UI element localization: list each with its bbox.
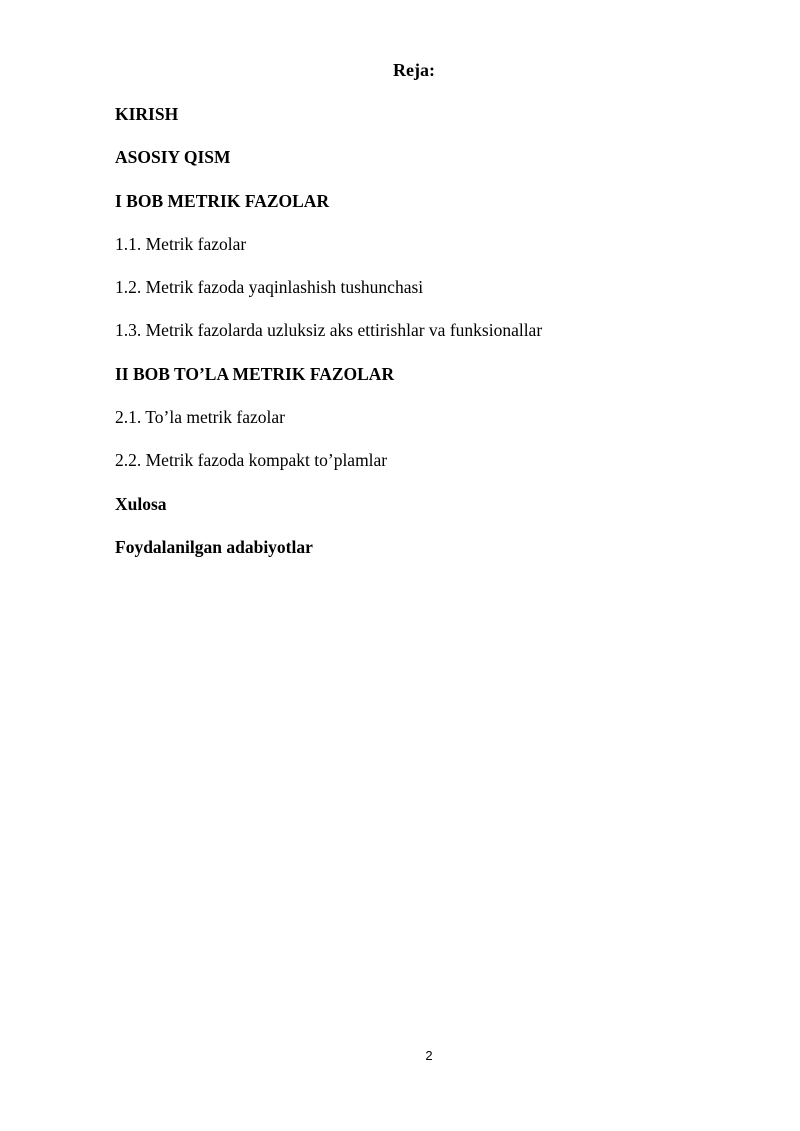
toc-item-xulosa: Xulosa [115,493,167,514]
table-of-contents [115,102,755,578]
toc-item-section-1-2: 1.2. Metrik fazoda yaqinlashish tushunchasi [115,277,424,298]
toc-item-asosiy-qism: ASOSIY QISM [115,147,231,168]
toc-item-kirish: KIRISH [115,104,179,124]
toc-item-section-1-3: 1.3. Metrik fazolarda uzluksiz aks ettirishlar va funksionallar [115,320,543,341]
toc-item-adabiyotlar: Foydalanilgan adabiyotlar [115,536,313,557]
toc-item-section-1-1: 1.1. Metrik fazolar [115,233,247,254]
toc-item-chapter-1: I BOB METRIK FAZOLAR [115,190,330,211]
page-number: 2 [425,1048,433,1063]
toc-item-section-2-2: 2.2. Metrik fazoda kompakt to’plamlar [115,450,388,471]
toc-item-section-2-1: 2.1. To’la metrik fazolar [115,407,285,428]
page-title: Reja: [393,60,435,80]
toc-item-chapter-2: II BOB TO’LA METRIK FAZOLAR [115,363,395,384]
